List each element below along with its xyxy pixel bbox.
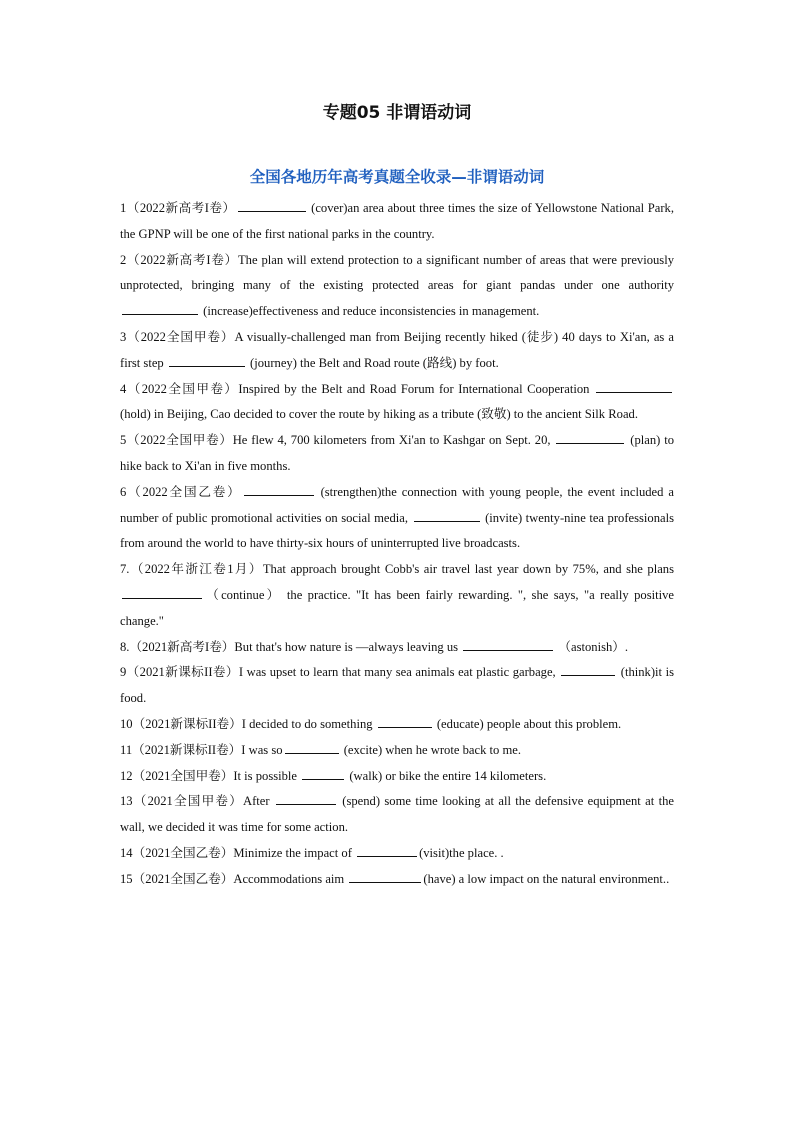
question-14-text: (visit)the place. . <box>419 845 504 860</box>
question-5-blank[interactable] <box>556 430 624 444</box>
question-1-blank[interactable] <box>238 198 306 212</box>
question-9-blank[interactable] <box>561 662 615 676</box>
question-10-text: (educate) people about this problem. <box>436 716 622 731</box>
question-14-blank[interactable] <box>357 843 417 857</box>
question-11 <box>120 738 674 764</box>
question-6 <box>120 480 674 557</box>
question-10-prompt: 10（2021新课标II卷）I decided to do something <box>120 716 373 731</box>
question-3-blank[interactable] <box>169 353 245 367</box>
question-7 <box>120 557 674 634</box>
question-8-text: （astonish）. <box>558 639 629 654</box>
question-6-prompt: 6（2022全国乙卷） <box>120 484 242 499</box>
question-11-blank[interactable] <box>285 740 339 754</box>
question-13-text: (spend) some time looking at all the defensive equipment at the wall, we decided it was time for some action. <box>120 794 674 835</box>
question-3-text: (journey) the Belt and Road route (路线) by foot. <box>250 355 499 370</box>
question-12-text: (walk) or bike the entire 14 kilometers. <box>349 768 547 783</box>
question-8-prompt: 8.（2021新高考I卷）But that's how nature is —always leaving us <box>120 639 459 654</box>
question-9-prompt: 9（2021新课标II卷）I was upset to learn that many sea animals eat plastic garbage, <box>120 665 556 680</box>
question-8 <box>120 635 674 661</box>
question-12-prompt: 12（2021全国甲卷）It is possible <box>120 768 298 783</box>
question-14-prompt: 14（2021全国乙卷）Minimize the impact of <box>120 845 352 860</box>
question-9 <box>120 660 674 712</box>
question-5-prompt: 5（2022全国甲卷）He flew 4, 700 kilometers from Xi'an to Kashgar on Sept. 20, <box>120 433 551 448</box>
question-15-text: (have) a low impact on the natural environment.. <box>423 871 670 886</box>
question-12 <box>120 764 674 790</box>
question-1-prompt: 1（2022新高考I卷） <box>120 201 236 215</box>
question-6-blank-2[interactable] <box>414 508 480 522</box>
question-2-text: (increase)effectiveness and reduce inconsistencies in management. <box>203 304 540 319</box>
question-15-prompt: 15（2021全国乙卷）Accommodations aim <box>120 871 345 886</box>
question-14 <box>120 841 674 867</box>
question-13-blank[interactable] <box>276 791 336 805</box>
question-1 <box>120 196 674 248</box>
question-13 <box>120 789 674 841</box>
question-15 <box>120 867 674 893</box>
page-title: 专题05 非谓语动词 <box>322 103 472 123</box>
question-4-prompt: 4（2022全国甲卷）Inspired by the Belt and Road Forum for International Cooperation <box>120 381 590 396</box>
question-6-blank-1[interactable] <box>244 482 314 496</box>
question-4-text: (hold) in Beijing, Cao decided to cover the route by hiking as a tribute (致敬) to the ancient Silk Road. <box>120 407 638 422</box>
question-10-blank[interactable] <box>378 714 432 728</box>
question-12-blank[interactable] <box>302 766 344 780</box>
question-11-prompt: 11（2021新课标II卷）I was so <box>120 742 283 757</box>
question-7-blank[interactable] <box>122 585 202 599</box>
question-list <box>120 196 674 893</box>
question-7-prompt: 7.（2022年浙江卷1月）That approach brought Cobb's air travel last year down by 75%, and she plans <box>120 562 674 577</box>
question-4-blank[interactable] <box>596 379 672 393</box>
question-1-text: (cover)an area about three times the size of Yellowstone National Park, the GPNP will be one of the first national parks in the country. <box>120 201 674 241</box>
question-6-text-1: (strengthen)the connection with young people, the event included a number of public promotional activities on social media, <box>120 484 674 525</box>
question-9-text: (think)it is food. <box>120 665 674 706</box>
question-10 <box>120 712 674 738</box>
page-subtitle: 全国各地历年高考真题全收录—非谓语动词 <box>249 168 545 186</box>
question-8-blank[interactable] <box>463 637 553 651</box>
question-6-text-2: (invite) twenty-nine tea professionals from around the world to have thirty-six hours of uninterrupted live broadcasts. <box>120 510 674 551</box>
question-5 <box>120 428 674 480</box>
question-2-prompt: 2（2022新高考I卷）The plan will extend protection to a significant number of areas that were previously unprotected, bringing many of the existing protected areas for giant pandas under one authority <box>120 252 674 293</box>
question-11-text: (excite) when he wrote back to me. <box>343 742 521 757</box>
question-3 <box>120 325 674 377</box>
question-4 <box>120 377 674 429</box>
question-7-text: （continue） the practice. "It has been fairly rewarding. ", she says, "a really positive change." <box>120 587 674 628</box>
question-2 <box>120 248 674 325</box>
question-2-blank[interactable] <box>122 301 198 315</box>
question-3-prompt: 3（2022全国甲卷）A visually-challenged man from Beijing recently hiked (徒步) 40 days to Xi'an, as a first step <box>120 329 674 370</box>
question-5-text: (plan) to hike back to Xi'an in five months. <box>120 433 674 473</box>
question-13-prompt: 13（2021全国甲卷）After <box>120 794 270 809</box>
question-15-blank[interactable] <box>349 869 421 883</box>
